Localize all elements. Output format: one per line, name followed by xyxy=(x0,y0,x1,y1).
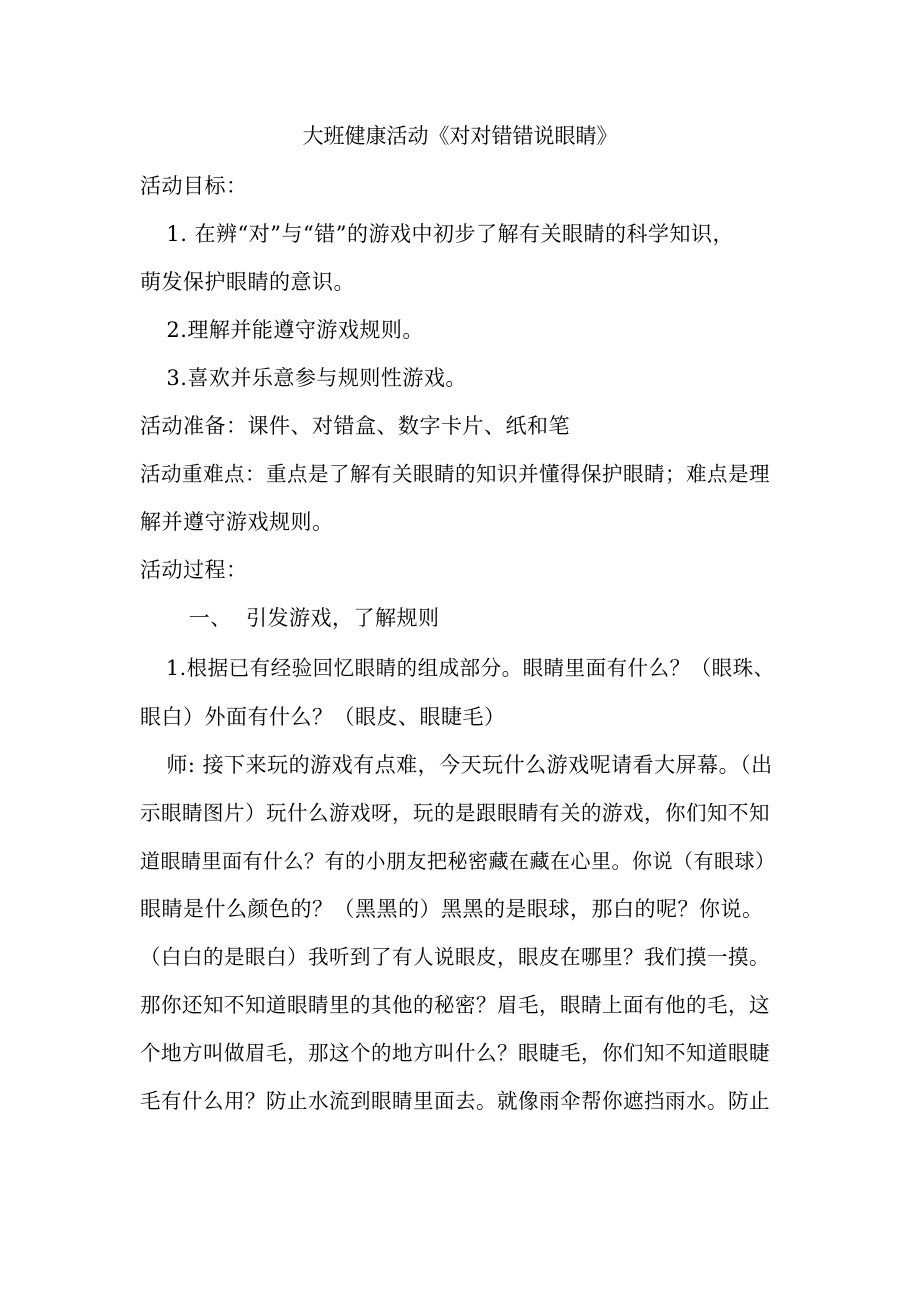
paragraph-line: 个地方叫做眉毛，那这个的地方叫什么？眼睫毛，你们知不知道眼睫 xyxy=(140,1041,770,1065)
section-heading-key-points: 活动重难点：重点是了解有关眼睛的知识并懂得保护眼睛；难点是理 xyxy=(140,462,770,486)
subsection-heading: 一、 引发游戏，了解规则 xyxy=(160,606,440,630)
section-heading-preparation: 活动准备：课件、对错盒、数字卡片、纸和笔 xyxy=(140,414,570,438)
paragraph-line: 3.喜欢并乐意参与规则性游戏。 xyxy=(152,366,467,390)
paragraph-line: 那你还知不知道眼睛里的其他的秘密？眉毛，眼睛上面有他的毛，这 xyxy=(140,993,770,1017)
paragraph-line: 师: 接下来玩的游戏有点难，今天玩什么游戏呢请看大屏幕。（出 xyxy=(152,753,773,777)
paragraph-line: 萌发保护眼睛的意识。 xyxy=(140,270,355,294)
paragraph-line: 1.根据已有经验回忆眼睛的组成部分。眼睛里面有什么？（眼珠、 xyxy=(152,656,775,680)
document-title: 大班健康活动《对对错错说眼睛》 xyxy=(302,124,618,148)
paragraph-line: （白白的是眼白）我听到了有人说眼皮，眼皮在哪里？我们摸一摸。 xyxy=(140,945,770,969)
paragraph-line: 示眼睛图片）玩什么游戏呀，玩的是跟眼睛有关的游戏，你们知不知 xyxy=(140,801,770,825)
paragraph-line: 道眼睛里面有什么？有的小朋友把秘密藏在藏在心里。你说（有眼球） xyxy=(140,849,776,873)
paragraph-line: 2.理解并能遵守游戏规则。 xyxy=(152,318,424,342)
section-heading-goals: 活动目标： xyxy=(140,174,248,198)
section-heading-process: 活动过程： xyxy=(140,558,248,582)
paragraph-line: 眼睛是什么颜色的？（黑黑的）黑黑的是眼球，那白的呢？你说。 xyxy=(140,897,764,921)
paragraph-line: 毛有什么用？防止水流到眼睛里面去。就像雨伞帮你遮挡雨水。防止 xyxy=(140,1089,770,1113)
paragraph-line: 1. 在辨“对”与“错”的游戏中初步了解有关眼睛的科学知识， xyxy=(152,222,735,246)
paragraph-line: 眼白）外面有什么？（眼皮、眼睫毛） xyxy=(140,705,506,729)
paragraph-line: 解并遵守游戏规则。 xyxy=(140,510,334,534)
